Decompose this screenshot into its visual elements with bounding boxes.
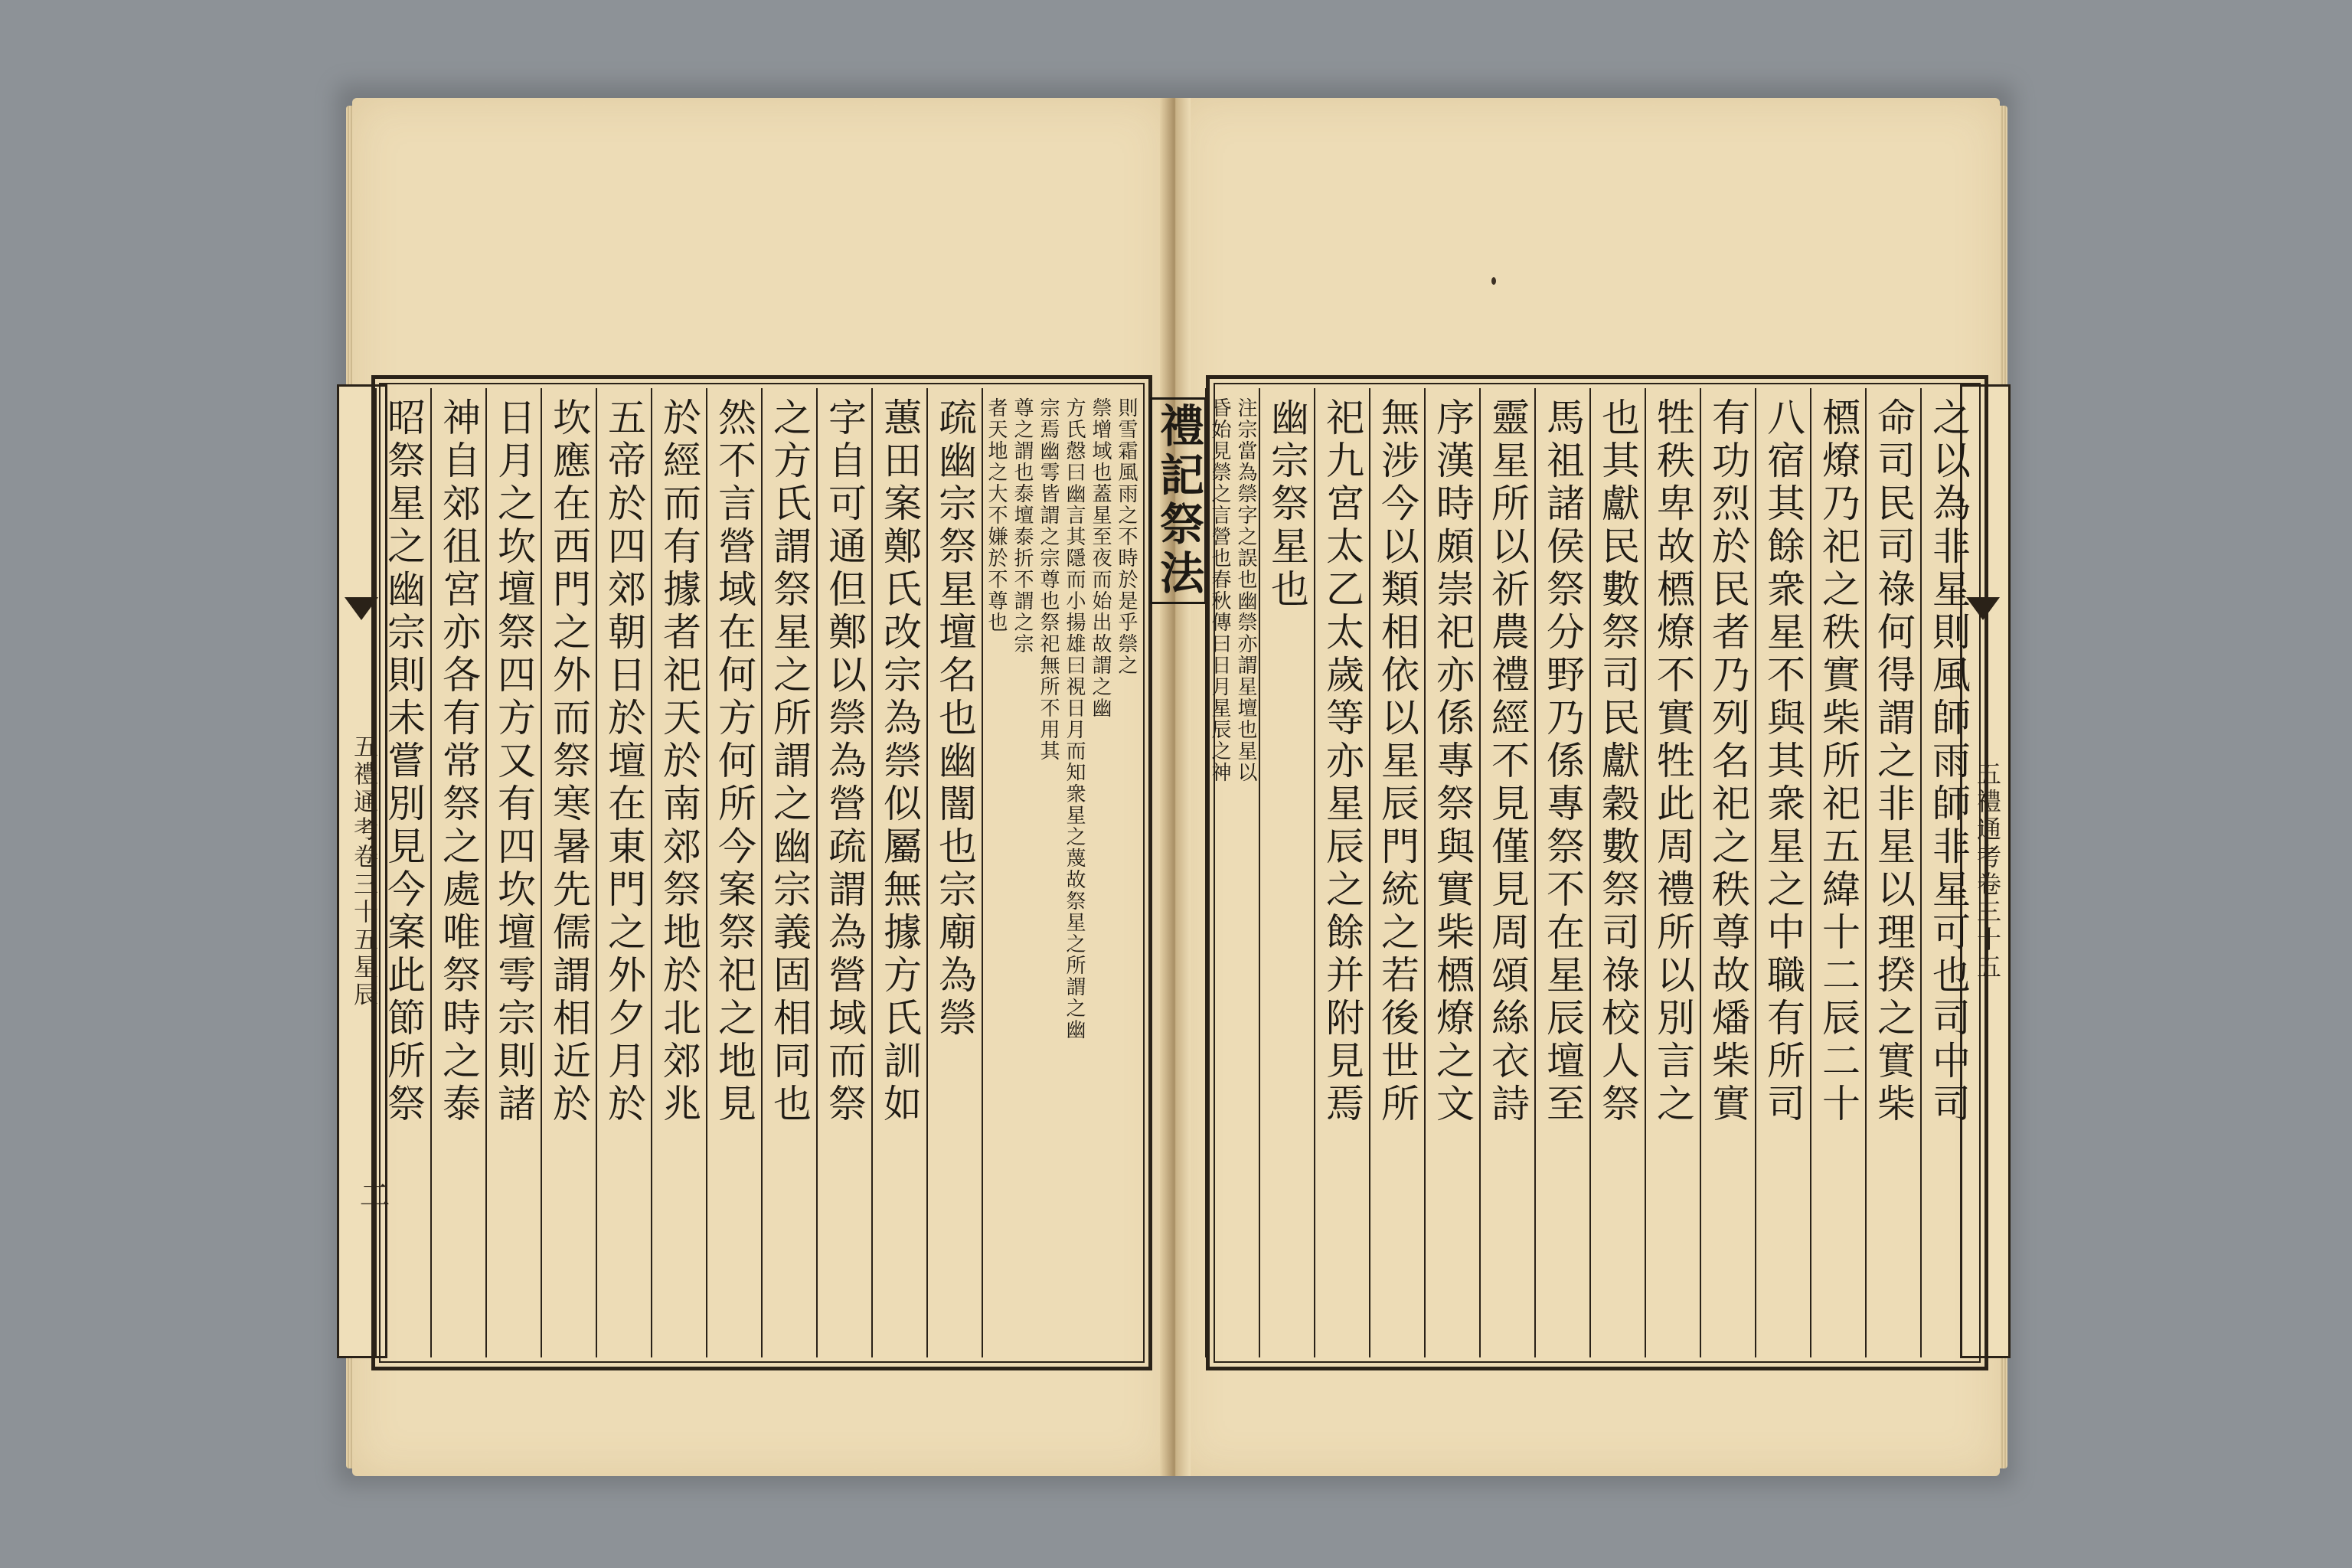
annotation-line: 者天地之大不嫌於不尊也 bbox=[985, 397, 1008, 633]
text-column: 之以為非星則風師雨師非星可也司中司 bbox=[1920, 388, 1975, 1357]
text-column: 蕙田案鄭氏改宗為禜似屬無據方氏訓如 bbox=[871, 388, 926, 1357]
annotation-line: 禜增域也蓋星至夜而始出故謂之幽 bbox=[1089, 397, 1112, 719]
ink-speck bbox=[1491, 277, 1496, 285]
right-banxin-text: 五禮通考卷三十五 bbox=[1973, 761, 2002, 982]
left-banxin-text: 五禮通考卷三十五星辰 bbox=[350, 733, 379, 1009]
right-columns bbox=[1152, 388, 1975, 1357]
text-column: 坎應在西門之外而祭寒暑先儒謂相近於 bbox=[541, 388, 596, 1357]
text-column: 靈星所以祈農禮經不見僅見周頌絲衣詩 bbox=[1479, 388, 1534, 1357]
left-text-block bbox=[371, 375, 1152, 1370]
text-column: 字自可通但鄭以禜為營疏謂為營域而祭 bbox=[816, 388, 871, 1357]
text-column: 日月之坎壇祭四方又有四坎壇雩宗則諸 bbox=[485, 388, 541, 1357]
section-title-column bbox=[1150, 388, 1205, 1357]
section-title: 禮記祭法 bbox=[1150, 397, 1207, 604]
text-column: 五帝於四郊朝日於壇在東門之外夕月於 bbox=[596, 388, 651, 1357]
text-column: 馬祖諸侯祭分野乃係專祭不在星辰壇至 bbox=[1534, 388, 1589, 1357]
text-column: 於經而有據者祀天於南郊祭地於北郊兆 bbox=[651, 388, 706, 1357]
text-column: 幽宗祭星也 bbox=[1259, 388, 1314, 1357]
text-column: 牲秩卑故槱燎不實牲此周禮所以別言之 bbox=[1645, 388, 1700, 1357]
text-column: 有功烈於民者乃列名祀之秩尊故燔柴實 bbox=[1700, 388, 1755, 1357]
right-text-block bbox=[1152, 375, 1988, 1370]
bleed-through-text bbox=[766, 122, 796, 352]
left-columns bbox=[381, 388, 1139, 1357]
annotation-line: 注宗當為禜字之誤也幽禜亦謂星壇也星以 bbox=[1234, 397, 1257, 783]
annotation-column bbox=[982, 388, 1139, 1357]
annotation-line: 昏始見禜之言營也春秋傳曰日月星辰之神 bbox=[1208, 397, 1231, 783]
annotation-column bbox=[1205, 388, 1259, 1357]
text-column: 疏幽宗祭星壇名也幽闇也宗廟為禜 bbox=[926, 388, 982, 1357]
text-column: 之方氏謂祭星之所謂之幽宗義固相同也 bbox=[761, 388, 816, 1357]
text-column: 序漢時頗崇祀亦係專祭與實柴槱燎之文 bbox=[1424, 388, 1479, 1357]
text-column: 神自郊徂宮亦各有常祭之處唯祭時之泰 bbox=[430, 388, 485, 1357]
text-column: 也其獻民數祭司民獻穀數祭司祿校人祭 bbox=[1589, 388, 1645, 1357]
text-column: 槱燎乃祀之秩實柴所祀五緯十二辰二十 bbox=[1810, 388, 1865, 1357]
annotation-line: 宗焉幽雩皆謂之宗尊也祭祀無所不用其 bbox=[1037, 397, 1060, 762]
annotation-line: 方氏慤曰幽言其隱而小揚雄曰視日月而知衆星之蔑故祭星之所謂之幽 bbox=[1063, 397, 1086, 1040]
annotation-line: 則雪霜風雨之不時於是乎禜之 bbox=[1115, 397, 1138, 676]
annotation-line: 尊之謂也泰壇泰折不謂之宗 bbox=[1011, 397, 1034, 655]
text-column: 然不言營域在何方何所今案祭祀之地見 bbox=[706, 388, 761, 1357]
text-column: 無涉今以類相依以星辰門統之若後世所 bbox=[1369, 388, 1424, 1357]
text-column: 昭祭星之幽宗則未嘗別見今案此節所祭 bbox=[375, 388, 430, 1357]
left-page-number: 二 bbox=[354, 1179, 390, 1210]
text-column: 八宿其餘衆星不與其衆星之中職有所司 bbox=[1755, 388, 1810, 1357]
text-column: 祀九宮太乙太歲等亦星辰之餘并附見焉 bbox=[1314, 388, 1369, 1357]
text-column: 命司民司祿何得謂之非星以理揆之實柴 bbox=[1865, 388, 1920, 1357]
